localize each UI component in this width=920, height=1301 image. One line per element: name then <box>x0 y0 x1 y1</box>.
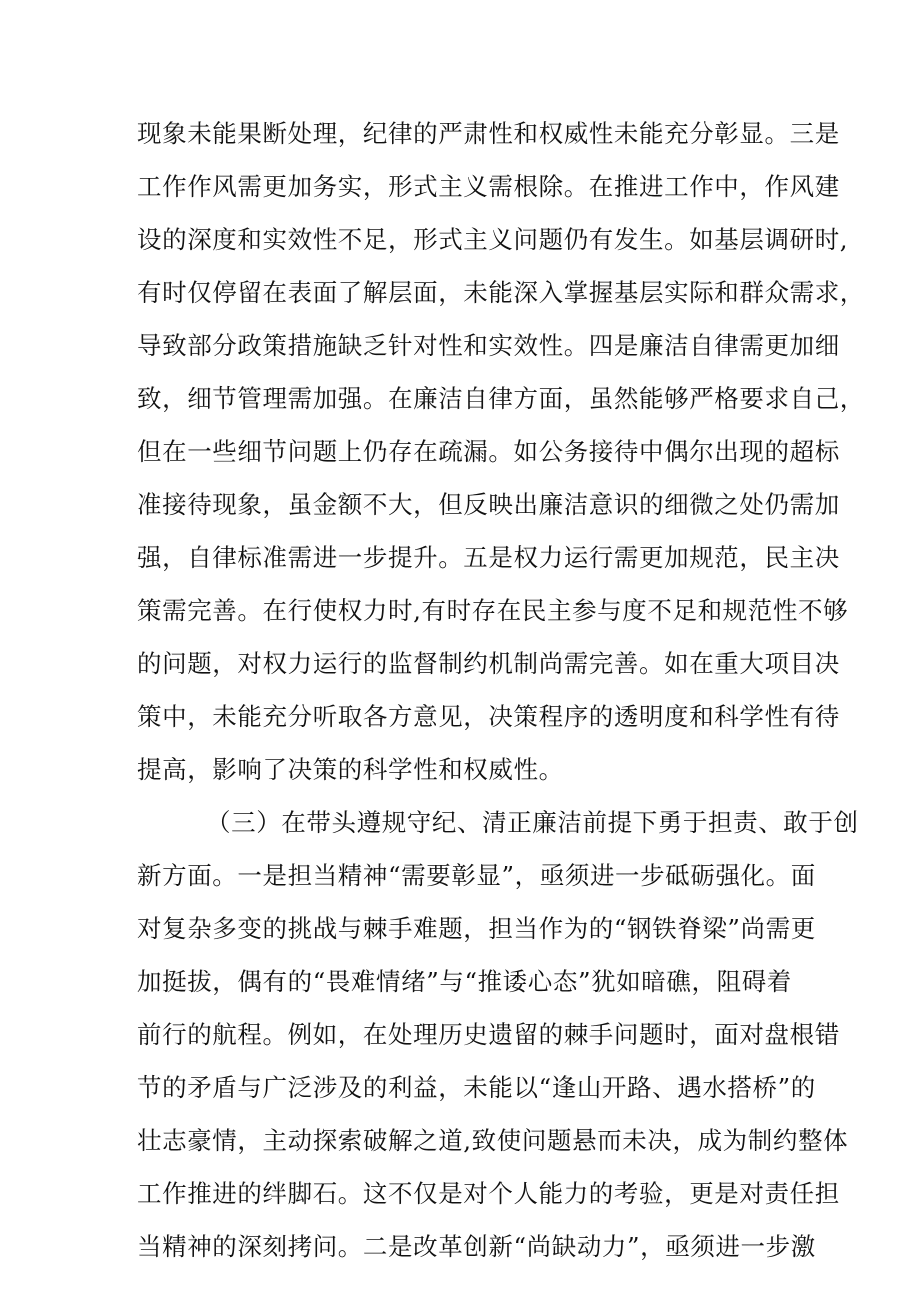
text-line: 工作推进的绊脚石。这不仅是对个人能力的考验，更是对责任担 <box>137 1179 840 1208</box>
text-line: 对复杂多变的挑战与棘手难题，担当作为的“钢铁脊梁”尚需更 <box>137 914 816 943</box>
text-line: 壮志豪情，主动探索破解之道,致使问题悬而未决，成为制约整体 <box>137 1126 849 1155</box>
text-line: 工作作风需更加务实，形式主义需根除。在推进工作中，作风建 <box>137 172 840 201</box>
text-line: 新方面。一是担当精神“需要彰显”，亟须进一步砥砺强化。面 <box>137 861 816 890</box>
text-line: 导致部分政策措施缺乏针对性和实效性。四是廉洁自律需更加细 <box>137 331 840 360</box>
text-line: 有时仅停留在表面了解层面，未能深入掌握基层实际和群众需求， <box>137 278 865 307</box>
text-line: 加挺拔，偶有的“畏难情绪”与“推诿心态”犹如暗礁，阻碍着 <box>137 967 792 996</box>
text-line: 当精神的深刻拷问。二是改革创新“尚缺动力”，亟须进一步激 <box>137 1232 816 1261</box>
paragraph-first-line: （三）在带头遵规守纪、清正廉洁前提下勇于担责、敢于创 <box>206 808 859 837</box>
text-line: 现象未能果断处理，纪律的严肃性和权威性未能充分彰显。三是 <box>137 119 840 148</box>
text-line: 致，细节管理需加强。在廉洁自律方面，虽然能够严格要求自己， <box>137 384 865 413</box>
text-line: 设的深度和实效性不足，形式主义问题仍有发生。如基层调研时, <box>137 225 849 254</box>
text-line: 强，自律标准需进一步提升。五是权力运行需更加规范，民主决 <box>137 543 840 572</box>
text-line: 但在一些细节问题上仍存在疏漏。如公务接待中偶尔出现的超标 <box>137 437 840 466</box>
text-line: 提高，影响了决策的科学性和权威性。 <box>137 755 564 784</box>
text-line: 准接待现象，虽金额不大，但反映出廉洁意识的细微之处仍需加 <box>137 490 840 519</box>
text-line: 前行的航程。例如，在处理历史遗留的棘手问题时，面对盘根错 <box>137 1020 840 1049</box>
text-line: 的问题，对权力运行的监督制约机制尚需完善。如在重大项目决 <box>137 649 840 678</box>
text-line: 策需完善。在行使权力时,有时存在民主参与度不足和规范性不够 <box>137 596 849 625</box>
text-line: 策中，未能充分听取各方意见，决策程序的透明度和科学性有待 <box>137 702 840 731</box>
text-line: 节的矛盾与广泛涉及的利益，未能以“逢山开路、遇水搭桥”的 <box>137 1073 816 1102</box>
